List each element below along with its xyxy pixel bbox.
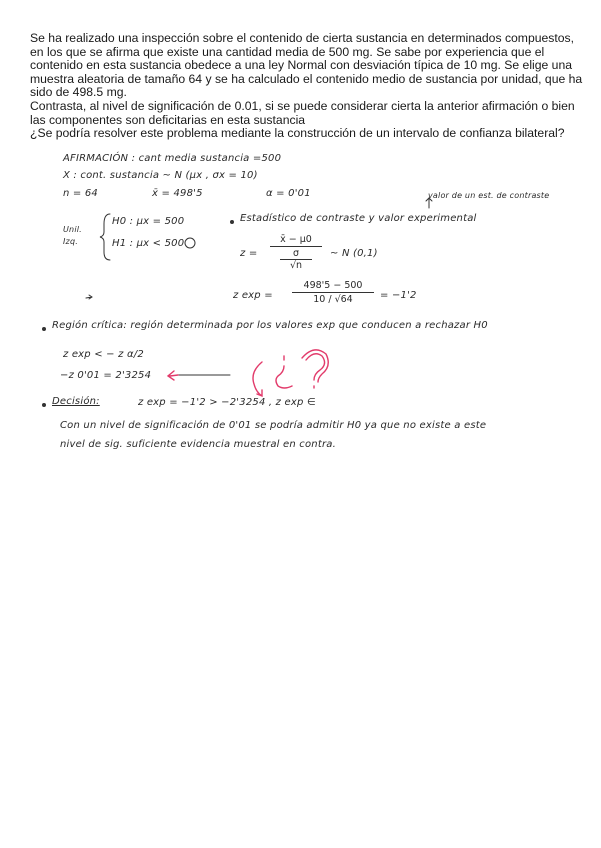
significance-level: α = 0'01 <box>266 188 311 199</box>
z-exp-denominator: 10 / √64 <box>313 294 353 305</box>
question-mark-icon <box>306 354 325 388</box>
critical-region: Región crítica: región determinada por los valores exp que conducen a rechazar H0 <box>52 320 488 331</box>
z-distribution: ~ N (0,1) <box>330 248 378 259</box>
z-exp-label: z exp = <box>233 290 273 301</box>
hypothesis-brace <box>100 214 110 260</box>
problem-question: ¿Se podría resolver este problema mediante la construcción de un intervalo de confianza bilateral? <box>30 126 565 141</box>
conclusion-line-1: Con un nivel de significación de 0'01 se podría admitir H0 ya que no existe a este <box>60 420 487 431</box>
alternative-hypothesis: H1 : μx < 500 <box>112 238 185 249</box>
z-denominator-n: √n <box>289 260 303 271</box>
annotation-arrow <box>426 198 432 208</box>
z-numerator: x̄ − μ0 <box>280 234 312 245</box>
statistic-heading: Estadístico de contraste y valor experimental <box>240 213 477 224</box>
less-than-circle <box>185 238 195 248</box>
label-unilateral: Unil. <box>63 225 82 234</box>
z-definition: z = <box>240 248 258 259</box>
z-exp-result: = −1'2 <box>380 290 417 301</box>
z-denominator-sigma: σ <box>292 248 300 259</box>
critical-condition: z exp < − z α/2 <box>63 349 144 360</box>
decision-label: Decisión: <box>52 396 100 407</box>
pink-curve-arrow <box>253 362 262 396</box>
variable-line: X : cont. sustancia ~ N (μx , σx = 10) <box>63 170 258 181</box>
critical-value: −z 0'01 = 2'3254 <box>60 370 152 381</box>
pink-arrow-icon <box>168 371 178 380</box>
problem-task: Contrasta, al nivel de significación de 0.01, si se puede considerar cierta la anterior afirmación o bien las componentes son deficitarias en esta sustancia <box>30 98 575 127</box>
claim-line: AFIRMACIÓN : cant media sustancia =500 <box>63 153 282 164</box>
null-hypothesis: H0 : μx = 500 <box>112 216 185 227</box>
z-exp-numerator: 498'5 − 500 <box>303 280 363 291</box>
problem-statement: Se ha realizado una inspección sobre el contenido de cierta sustancia en determinados compuestos, en los que se afirma que existe una cantidad media de 500 mg. Se sabe por experiencia que el contenido en esta sustancia obedece a una ley Normal con desviación típica de 10 mg. Se elige una muestra aleatoria de tamaño 64 y se ha calculado el contenido medio de sustancia por unidad, que ha sido de 498.5 mg. <box>30 31 583 100</box>
conclusion-line-2: nivel de sig. suficiente evidencia muestral en contra. <box>60 439 336 450</box>
sample-mean: x̄ = 498'5 <box>152 188 203 199</box>
margin-annotation: valor de un est. de contraste <box>428 191 550 200</box>
stray-arrow-mark <box>86 295 92 299</box>
margin-question-marks <box>168 350 328 396</box>
sample-size: n = 64 <box>63 188 98 199</box>
inverted-question-icon <box>276 356 292 388</box>
label-izquierda: Izq. <box>63 237 78 246</box>
decision-equation: z exp = −1'2 > −2'3254 , z exp ∈ <box>138 397 316 408</box>
